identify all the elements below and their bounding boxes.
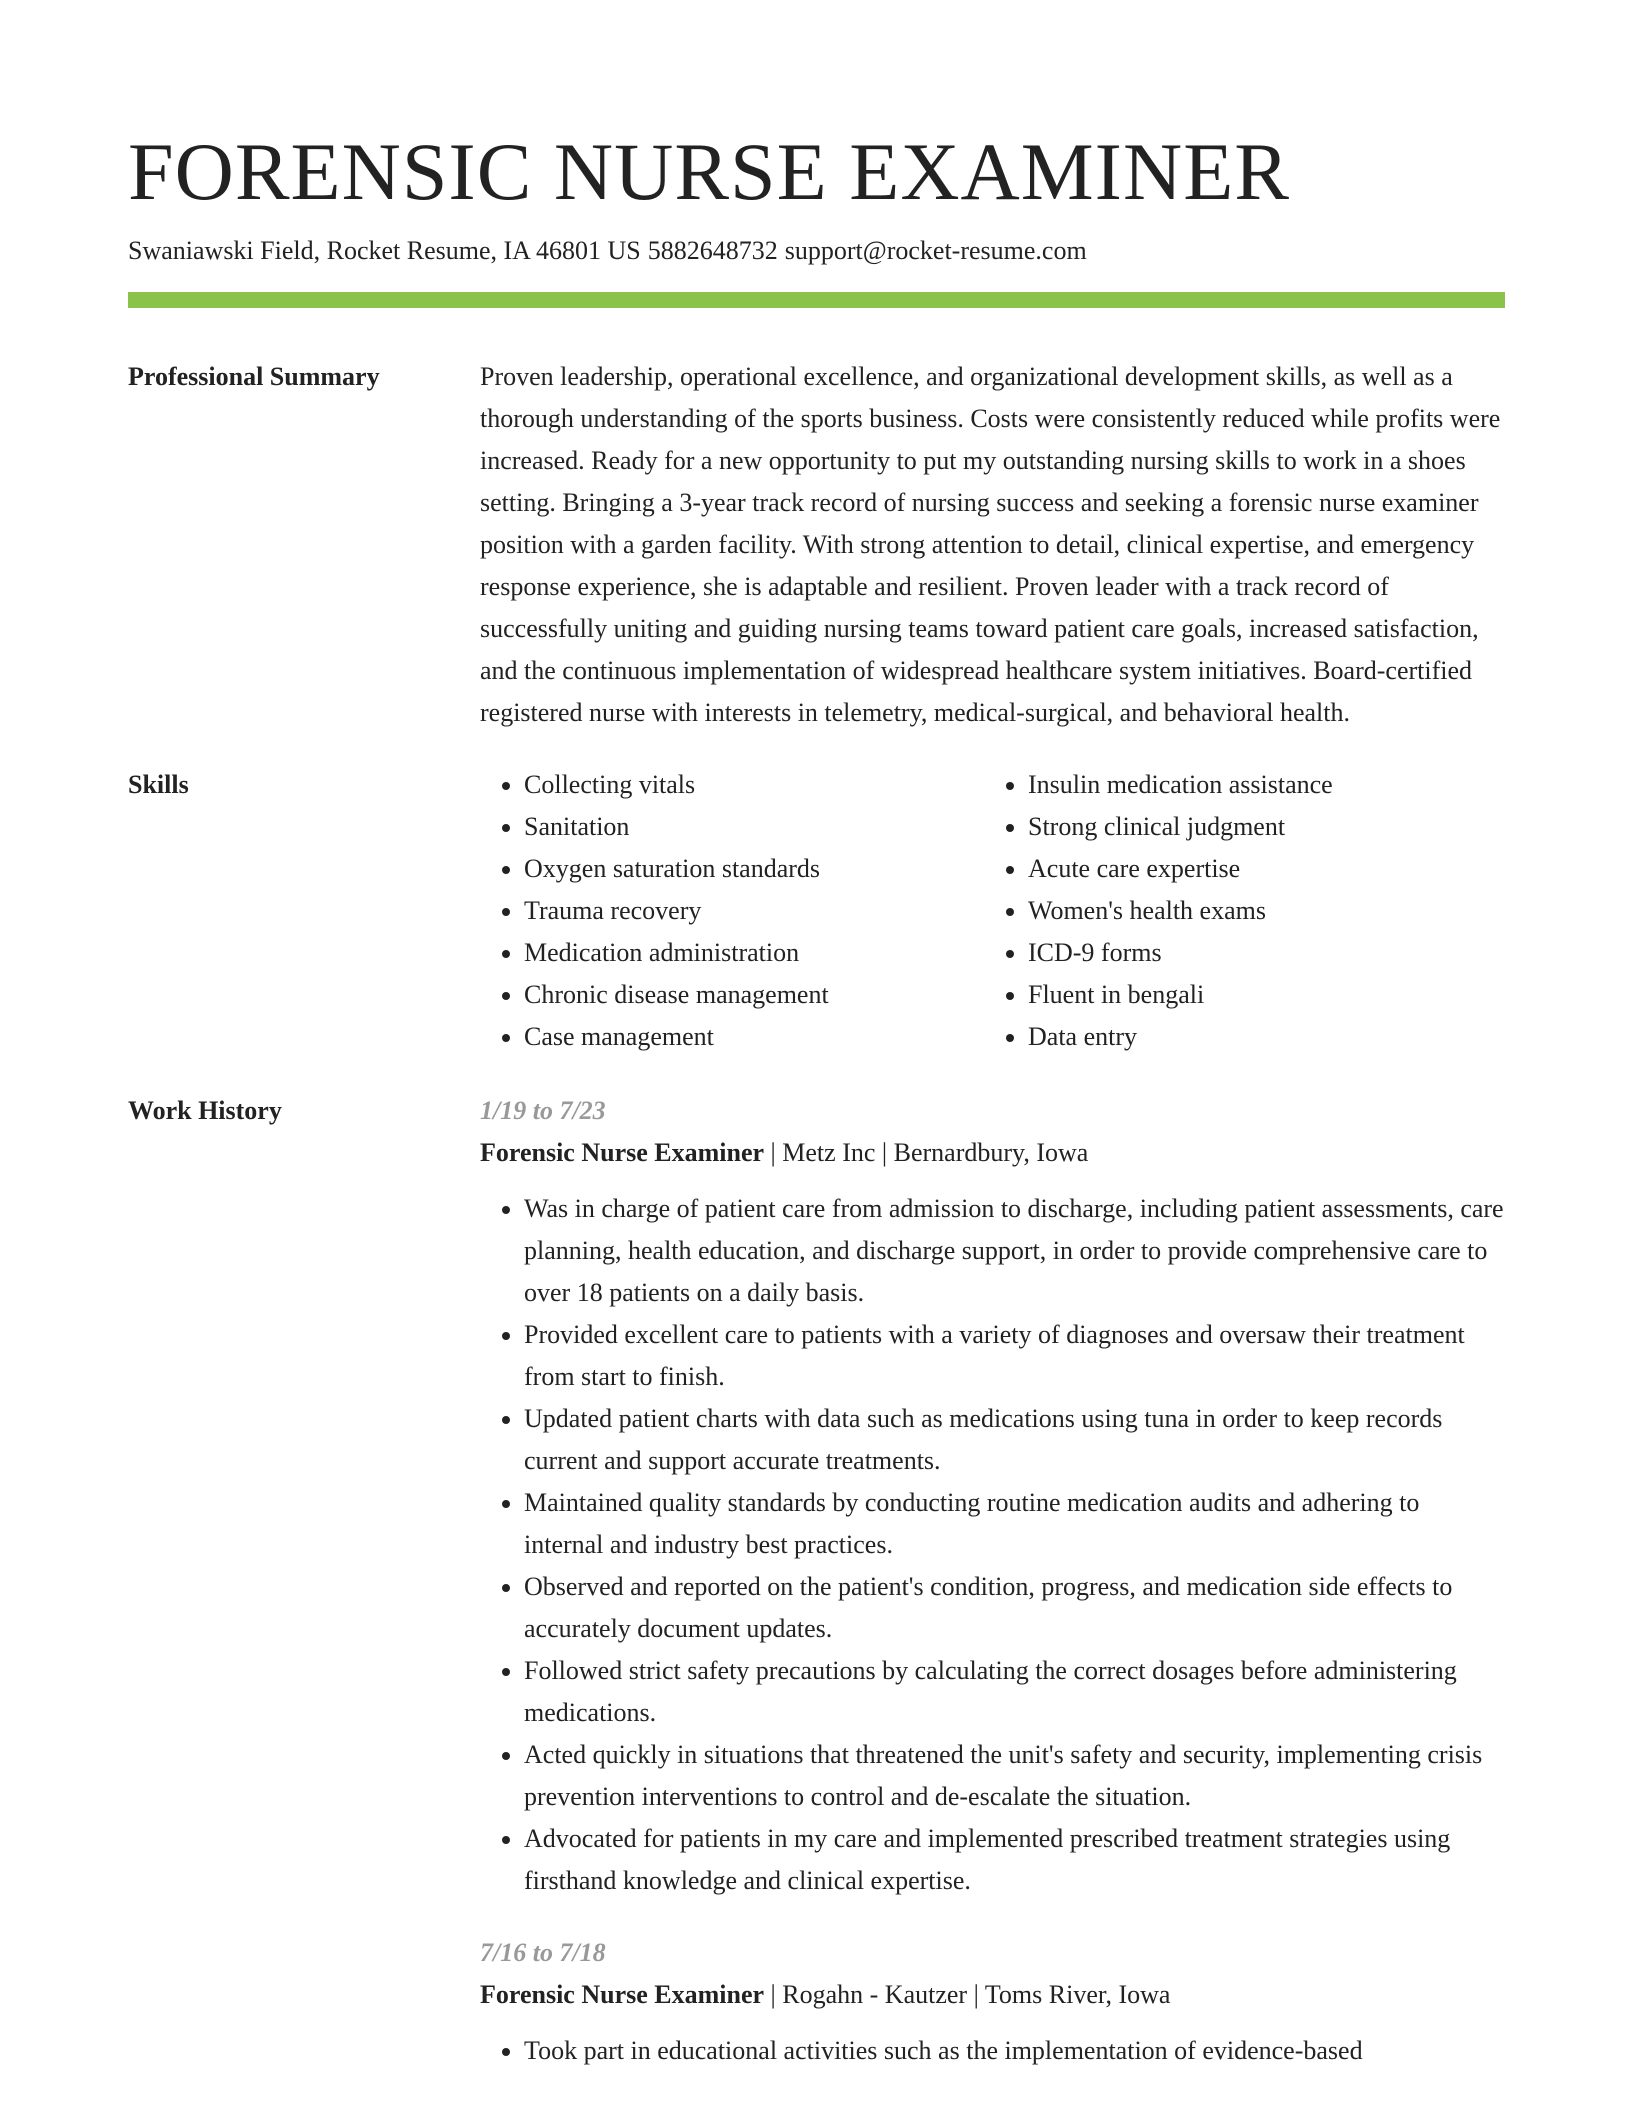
work-history-section: [128, 1090, 1505, 2072]
skills-list-right: [984, 764, 1488, 1058]
job-title: Forensic Nurse Examiner: [480, 1980, 765, 2009]
skill-item: • Trauma recovery: [524, 890, 984, 932]
summary-section: [128, 356, 1505, 734]
job-bullet: • Observed and reported on the patient's condition, progress, and medication side effects to accurately document updates.: [524, 1566, 1505, 1650]
skill-item: • Collecting vitals: [524, 764, 984, 806]
job-bullets: [480, 1188, 1505, 1902]
job-separator: |: [770, 1980, 783, 2009]
skill-item: • Women's health exams: [1028, 890, 1488, 932]
job-bullet: • Acted quickly in situations that threatened the unit's safety and security, implementing crisis prevention interventions to control and de-escalate the situation.: [524, 1734, 1505, 1818]
summary-heading: Professional Summary: [128, 362, 380, 391]
job-title-line: [480, 1974, 1505, 2016]
job-bullet: • Was in charge of patient care from admission to discharge, including patient assessments, care planning, health education, and discharge support, in order to provide comprehensive care to over 18 patients on a daily basis.: [524, 1188, 1505, 1314]
job-bullet: • Provided excellent care to patients with a variety of diagnoses and oversaw their treatment from start to finish.: [524, 1314, 1505, 1398]
skills-section: [128, 764, 1505, 1058]
job-location: Toms River, Iowa: [984, 1980, 1171, 2009]
job-bullet: • Took part in educational activities such as the implementation of evidence-based: [524, 2030, 1505, 2072]
job-separator: |: [973, 1980, 985, 2009]
accent-divider: [128, 292, 1505, 308]
job-bullet: • Updated patient charts with data such as medications using tuna in order to keep records current and support accurate treatments.: [524, 1398, 1505, 1482]
job-company: Rogahn - Kautzer: [782, 1980, 968, 2009]
skill-item: • Medication administration: [524, 932, 984, 974]
skill-item: • Oxygen saturation standards: [524, 848, 984, 890]
job-entry: [480, 1932, 1505, 2072]
skill-item: • Acute care expertise: [1028, 848, 1488, 890]
job-entry: [480, 1090, 1505, 1902]
skills-list-left: [480, 764, 984, 1058]
job-bullet: • Maintained quality standards by conducting routine medication audits and adhering to internal and industry best practices.: [524, 1482, 1505, 1566]
skill-item: • Chronic disease management: [524, 974, 984, 1016]
contact-line: [128, 234, 1505, 268]
job-bullet: • Followed strict safety precautions by calculating the correct dosages before administering medications.: [524, 1650, 1505, 1734]
job-separator: |: [881, 1138, 894, 1167]
contact-email: support@rocket-resume.com: [784, 236, 1087, 265]
skills-heading: Skills: [128, 770, 189, 799]
job-dates: 1/19 to 7/23: [480, 1096, 606, 1125]
skill-item: • Fluent in bengali: [1028, 974, 1488, 1016]
resume-title: FORENSIC NURSE EXAMINER: [128, 126, 1290, 217]
job-company: Metz Inc: [782, 1138, 876, 1167]
job-title: Forensic Nurse Examiner: [480, 1138, 765, 1167]
job-bullet: • Advocated for patients in my care and implemented prescribed treatment strategies using firsthand knowledge and clinical expertise.: [524, 1818, 1505, 1902]
job-bullets: [480, 2030, 1505, 2072]
skill-item: • Insulin medication assistance: [1028, 764, 1488, 806]
job-title-line: [480, 1132, 1505, 1174]
job-dates: 7/16 to 7/18: [480, 1938, 606, 1967]
job-separator: |: [770, 1138, 783, 1167]
skill-item: • Data entry: [1028, 1016, 1488, 1058]
contact-phone: 5882648732: [647, 236, 778, 265]
work-history-heading: Work History: [128, 1096, 282, 1125]
resume-page: [128, 0, 1505, 2072]
contact-address: Swaniawski Field, Rocket Resume, IA 46801 US: [128, 236, 641, 265]
skill-item: • Strong clinical judgment: [1028, 806, 1488, 848]
job-location: Bernardbury, Iowa: [893, 1138, 1089, 1167]
skill-item: • Sanitation: [524, 806, 984, 848]
skill-item: • ICD-9 forms: [1028, 932, 1488, 974]
summary-text: Proven leadership, operational excellence, and organizational development skills, as well as a thorough understanding of the sports business. Costs were consistently reduced while profits were increased. Ready for a new opportunity to put my outstanding nursing skills to work in a shoes setting. Bringing a 3-year track record of nursing success and seeking a forensic nurse examiner position with a garden facility. With strong attention to detail, clinical expertise, and emergency response experience, she is adaptable and resilient. Proven leader with a track record of successfully uniting and guiding nursing teams toward patient care goals, increased satisfaction, and the continuous implementation of widespread healthcare system initiatives. Board-certified registered nurse with interests in telemetry, medical-surgical, and behavioral health.: [480, 362, 1501, 727]
skill-item: • Case management: [524, 1016, 984, 1058]
